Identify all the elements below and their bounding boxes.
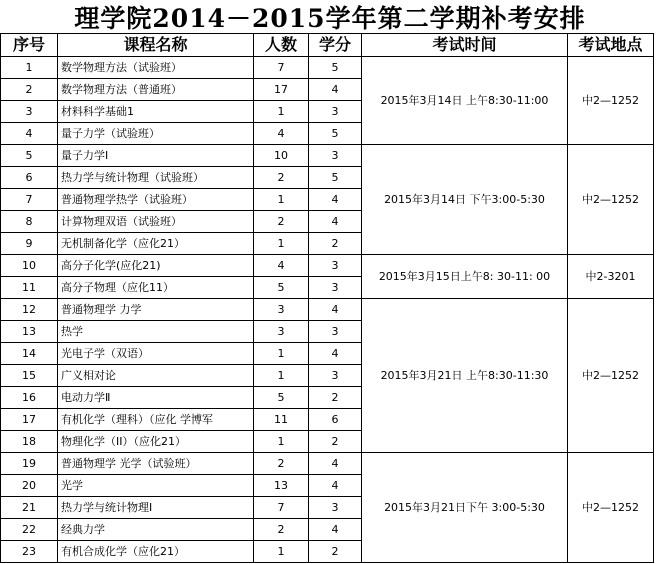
header-row bbox=[1, 34, 654, 57]
student-count: 10 bbox=[254, 145, 309, 167]
student-count: 7 bbox=[254, 57, 309, 79]
credit: 4 bbox=[309, 453, 362, 475]
student-count: 2 bbox=[254, 519, 309, 541]
course-name: 材料科学基础1 bbox=[58, 101, 254, 123]
header-no: 序号 bbox=[1, 34, 58, 57]
row-number: 6 bbox=[1, 167, 58, 189]
table-row bbox=[1, 57, 654, 79]
credit: 3 bbox=[309, 321, 362, 343]
course-name: 有机合成化学（应化21） bbox=[58, 541, 254, 563]
exam-time: 2015年3月21日下午 3:00-5:30 bbox=[362, 453, 568, 563]
course-name: 高分子物理（应化11） bbox=[58, 277, 254, 299]
course-name: 光学 bbox=[58, 475, 254, 497]
table-row bbox=[1, 299, 654, 321]
course-name: 普通物理学 光学（试验班） bbox=[58, 453, 254, 475]
course-name: 普通物理学热学（试验班） bbox=[58, 189, 254, 211]
header-credit: 学分 bbox=[309, 34, 362, 57]
row-number: 4 bbox=[1, 123, 58, 145]
course-name: 热力学与统计物理Ⅰ bbox=[58, 497, 254, 519]
course-name: 数学物理方法（普通班） bbox=[58, 79, 254, 101]
exam-place: 中2—1252 bbox=[568, 453, 654, 563]
row-number: 22 bbox=[1, 519, 58, 541]
credit: 3 bbox=[309, 101, 362, 123]
header-time: 考试时间 bbox=[362, 34, 568, 57]
course-name: 量子力学Ⅰ bbox=[58, 145, 254, 167]
row-number: 12 bbox=[1, 299, 58, 321]
student-count: 1 bbox=[254, 541, 309, 563]
exam-place: 中2-3201 bbox=[568, 255, 654, 299]
course-name: 电动力学Ⅱ bbox=[58, 387, 254, 409]
row-number: 20 bbox=[1, 475, 58, 497]
credit: 4 bbox=[309, 189, 362, 211]
exam-time: 2015年3月14日 下午3:00-5:30 bbox=[362, 145, 568, 255]
student-count: 13 bbox=[254, 475, 309, 497]
credit: 6 bbox=[309, 409, 362, 431]
table-body bbox=[1, 57, 654, 563]
credit: 4 bbox=[309, 211, 362, 233]
row-number: 8 bbox=[1, 211, 58, 233]
exam-place: 中2—1252 bbox=[568, 57, 654, 145]
exam-schedule-table bbox=[0, 33, 654, 563]
credit: 5 bbox=[309, 167, 362, 189]
course-name: 普通物理学 力学 bbox=[58, 299, 254, 321]
credit: 2 bbox=[309, 233, 362, 255]
header-count: 人数 bbox=[254, 34, 309, 57]
credit: 2 bbox=[309, 431, 362, 453]
course-name: 无机制备化学（应化21） bbox=[58, 233, 254, 255]
row-number: 10 bbox=[1, 255, 58, 277]
course-name: 数学物理方法（试验班） bbox=[58, 57, 254, 79]
exam-place: 中2—1252 bbox=[568, 299, 654, 453]
credit: 3 bbox=[309, 255, 362, 277]
exam-time: 2015年3月21日 上午8:30-11:30 bbox=[362, 299, 568, 453]
exam-time: 2015年3月15日上午8: 30-11: 00 bbox=[362, 255, 568, 299]
table-row bbox=[1, 453, 654, 475]
header-place: 考试地点 bbox=[568, 34, 654, 57]
row-number: 9 bbox=[1, 233, 58, 255]
credit: 4 bbox=[309, 299, 362, 321]
row-number: 23 bbox=[1, 541, 58, 563]
credit: 4 bbox=[309, 519, 362, 541]
course-name: 光电子学（双语） bbox=[58, 343, 254, 365]
course-name: 高分子化学(应化21) bbox=[58, 255, 254, 277]
student-count: 1 bbox=[254, 101, 309, 123]
credit: 2 bbox=[309, 541, 362, 563]
course-name: 广义相对论 bbox=[58, 365, 254, 387]
student-count: 11 bbox=[254, 409, 309, 431]
credit: 5 bbox=[309, 123, 362, 145]
student-count: 1 bbox=[254, 365, 309, 387]
student-count: 1 bbox=[254, 189, 309, 211]
student-count: 2 bbox=[254, 211, 309, 233]
student-count: 5 bbox=[254, 277, 309, 299]
student-count: 1 bbox=[254, 343, 309, 365]
row-number: 3 bbox=[1, 101, 58, 123]
credit: 5 bbox=[309, 57, 362, 79]
student-count: 2 bbox=[254, 167, 309, 189]
student-count: 17 bbox=[254, 79, 309, 101]
row-number: 11 bbox=[1, 277, 58, 299]
course-name: 量子力学（试验班） bbox=[58, 123, 254, 145]
credit: 3 bbox=[309, 365, 362, 387]
credit: 4 bbox=[309, 79, 362, 101]
page-title: 理学院2014－2015学年第二学期补考安排 bbox=[74, 3, 586, 33]
student-count: 3 bbox=[254, 321, 309, 343]
header-course: 课程名称 bbox=[58, 34, 254, 57]
row-number: 2 bbox=[1, 79, 58, 101]
table-row bbox=[1, 255, 654, 277]
student-count: 1 bbox=[254, 233, 309, 255]
student-count: 2 bbox=[254, 453, 309, 475]
course-name: 经典力学 bbox=[58, 519, 254, 541]
course-name: 有机化学（理科）（应化 学博军 bbox=[58, 409, 254, 431]
row-number: 16 bbox=[1, 387, 58, 409]
student-count: 3 bbox=[254, 299, 309, 321]
credit: 4 bbox=[309, 475, 362, 497]
row-number: 1 bbox=[1, 57, 58, 79]
exam-place: 中2—1252 bbox=[568, 145, 654, 255]
student-count: 7 bbox=[254, 497, 309, 519]
credit: 3 bbox=[309, 145, 362, 167]
course-name: 热学 bbox=[58, 321, 254, 343]
row-number: 17 bbox=[1, 409, 58, 431]
student-count: 5 bbox=[254, 387, 309, 409]
course-name: 物理化学（II）（应化21） bbox=[58, 431, 254, 453]
table-row bbox=[1, 145, 654, 167]
credit: 4 bbox=[309, 343, 362, 365]
row-number: 14 bbox=[1, 343, 58, 365]
student-count: 4 bbox=[254, 123, 309, 145]
credit: 3 bbox=[309, 497, 362, 519]
row-number: 7 bbox=[1, 189, 58, 211]
credit: 2 bbox=[309, 387, 362, 409]
course-name: 热力学与统计物理（试验班） bbox=[58, 167, 254, 189]
row-number: 19 bbox=[1, 453, 58, 475]
credit: 3 bbox=[309, 277, 362, 299]
row-number: 21 bbox=[1, 497, 58, 519]
row-number: 18 bbox=[1, 431, 58, 453]
student-count: 1 bbox=[254, 431, 309, 453]
student-count: 4 bbox=[254, 255, 309, 277]
course-name: 计算物理双语（试验班） bbox=[58, 211, 254, 233]
exam-time: 2015年3月14日 上午8:30-11:00 bbox=[362, 57, 568, 145]
row-number: 13 bbox=[1, 321, 58, 343]
row-number: 5 bbox=[1, 145, 58, 167]
row-number: 15 bbox=[1, 365, 58, 387]
